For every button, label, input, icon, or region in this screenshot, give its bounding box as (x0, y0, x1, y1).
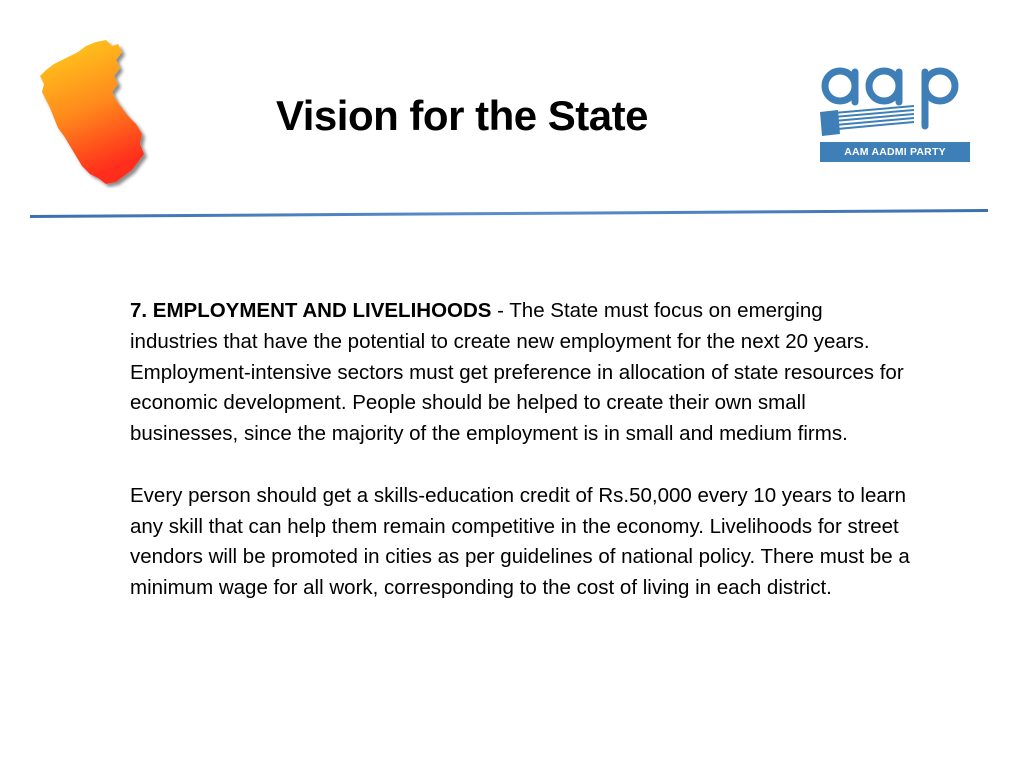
skills-paragraph: Every person should get a skills-education credit of Rs.50,000 every 10 years to learn any skill that can help them remain competitive in the economy. Livelihoods for street vendors will be promoted in cities as per guidelines of national policy. There must be a minimum wage for all work, corresponding to the cost of living in each district. (130, 483, 910, 600)
employment-text: - The State must focus on emerging industries that have the potential to create new employment for the next 20 years. Employment-intensive sectors must get preference in allocation of state resources for economic development. People should be helped to create their own small businesses, since the majority of the employment is in small and medium firms. (130, 299, 904, 446)
slide-body (130, 296, 910, 604)
logo-caption: AAM AADMI PARTY (820, 142, 970, 162)
employment-paragraph (130, 296, 910, 450)
aap-wordmark-logo (818, 62, 972, 142)
aap-logo (818, 62, 972, 164)
title-divider (30, 206, 988, 218)
section-heading: 7. EMPLOYMENT AND LIVELIHOODS (130, 299, 492, 322)
state-map-icon (36, 38, 150, 188)
slide-title: Vision for the State (276, 92, 648, 139)
